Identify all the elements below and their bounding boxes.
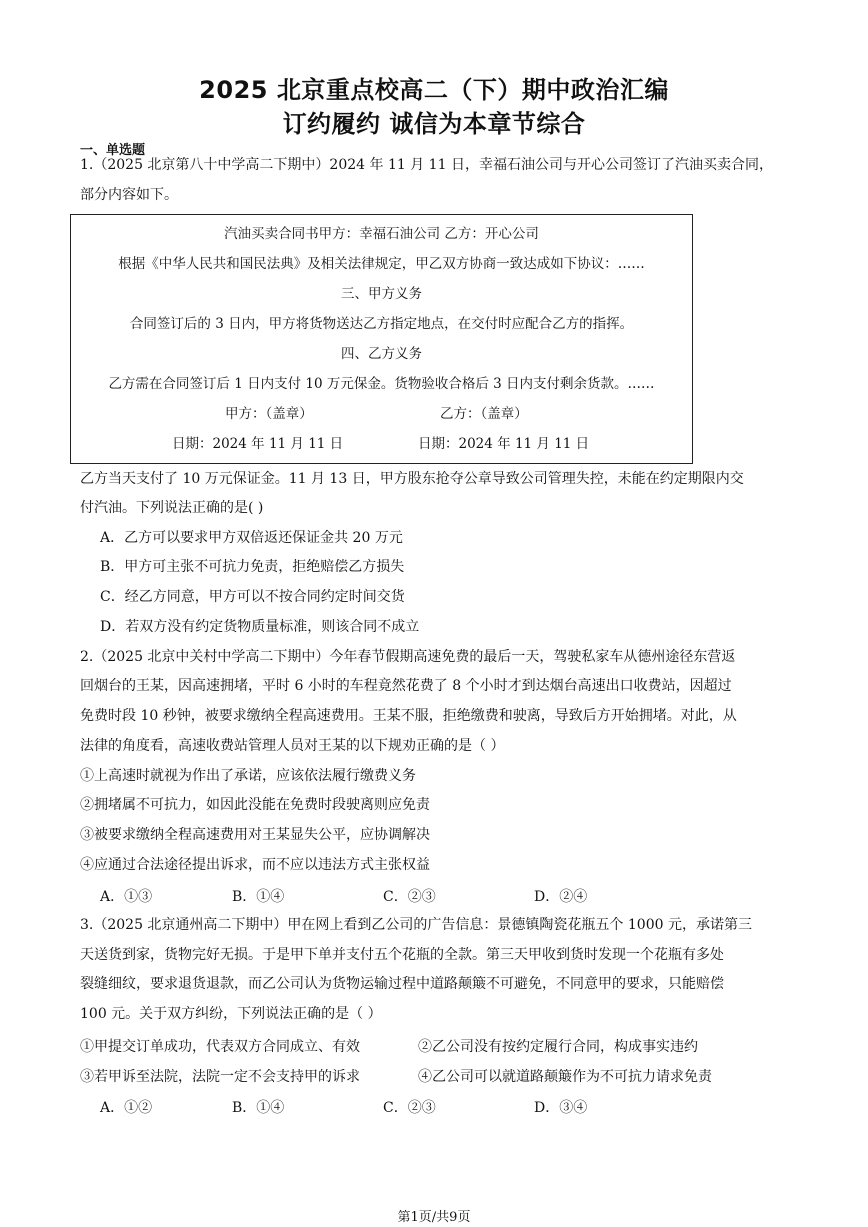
q3-statement: ③若甲诉至法院，法院一定不会支持甲的诉求 [80,1069,360,1085]
q2-statement: ④应通过合法途径提出诉求，而不应以违法方式主张权益 [80,857,430,873]
section-heading: 一、单选题 [80,143,146,158]
q3-statement: ①甲提交订单成功，代表双方合同成立、有效 [80,1039,360,1055]
q2-option-a[interactable]: A．①③ [100,889,153,905]
q3-option-c[interactable]: C．②③ [383,1100,436,1116]
q2-statement: ②拥堵属不可抗力，如因此没能在免费时段驶离则应免责 [80,797,430,813]
q1-option-d[interactable]: D．若双方没有约定货物质量标准，则该合同不成立 [100,619,420,635]
q2-stem-line: 2.（2025 北京中关村中学高二下期中）今年春节假期高速免费的最后一天，驾驶私家车从德州途径东营返 [80,649,736,665]
contract-heading: 汽油买卖合同书甲方：幸福石油公司 乙方：开心公司 [224,226,539,242]
q3-stem-line: 天送货到家，货物完好无损。于是甲下单并支付五个花瓶的全款。第三天甲收到货时发现一个花瓶有多处 [80,947,724,963]
q2-option-b[interactable]: B．①④ [232,889,285,905]
q1-stem-line: 1.（2025 北京第八十中学高二下期中）2024 年 11 月 11 日，幸福石油公司与开心公司签订了汽油买卖合同， [80,157,773,173]
q3-option-b[interactable]: B．①④ [232,1100,285,1116]
party-a-seal: 甲方：（盖章） [225,406,313,422]
q3-statement: ②乙公司没有按约定履行合同，构成事实违约 [418,1039,698,1055]
q2-statement: ③被要求缴纳全程高速费用对王某显失公平，应协调解决 [80,827,430,843]
q3-stem-line: 100 元。关于双方纠纷，下列说法正确的是（ ） [80,1006,382,1022]
q2-stem-line: 法律的角度看，高速收费站管理人员对王某的以下规劝正确的是（ ） [80,738,505,754]
q2-option-d[interactable]: D．②④ [534,889,588,905]
party-b-date: 日期：2024 年 11 月 11 日 [418,436,590,452]
q3-stem-line: 裂缝细纹，要求退货退款，而乙公司认为货物运输过程中道路颠簸不可避免，不同意甲的要求，只能赔偿 [80,976,724,992]
contract-section4-title: 四、乙方义务 [341,346,422,362]
document-subtitle: 订约履约 诚信为本章节综合 [282,110,586,138]
q3-statement: ④乙公司可以就道路颠簸作为不可抗力请求免责 [418,1069,712,1085]
contract-section3-text: 合同签订后的 3 日内，甲方将货物送达乙方指定地点，在交付时应配合乙方的指挥。 [129,316,634,332]
q3-stem-line: 3.（2025 北京通州高二下期中）甲在网上看到乙公司的广告信息：景德镇陶瓷花瓶五个 1000 元，承诺第三 [80,917,752,933]
q3-option-a[interactable]: A．①② [100,1100,153,1116]
q1-option-a[interactable]: A．乙方可以要求甲方双倍返还保证金共 20 万元 [100,530,403,546]
q1-option-b[interactable]: B．甲方可主张不可抗力免责，拒绝赔偿乙方损失 [100,559,405,575]
contract-section3-title: 三、甲方义务 [341,286,422,302]
q2-option-c[interactable]: C．②③ [383,889,436,905]
q2-statement: ①上高速时就视为作出了承诺，应该依法履行缴费义务 [80,768,416,784]
q1-option-c[interactable]: C．经乙方同意，甲方可以不按合同约定时间交货 [100,589,405,605]
q1-after-line: 乙方当天支付了 10 万元保证金。11 月 13 日，甲方股东抢夺公章导致公司管理失控，未能在约定期限内交 [80,471,744,487]
q3-option-d[interactable]: D．③④ [534,1100,588,1116]
party-a-date: 日期：2024 年 11 月 11 日 [172,436,344,452]
contract-section4-text: 乙方需在合同签订后 1 日内支付 10 万元保金。货物验收合格后 3 日内支付剩余货款。…… [108,376,655,392]
page-number: 第1页/共9页 [397,1210,471,1225]
q2-stem-line: 回烟台的王某，因高速拥堵，平时 6 小时的车程竟然花费了 8 个小时才到达烟台高速出口收费站，因超过 [80,678,732,694]
q1-stem-line: 部分内容如下。 [80,187,178,203]
contract-intro: 根据《中华人民共和国民法典》及相关法律规定，甲乙双方协商一致达成如下协议：…… [118,256,645,272]
document-title: 2025 北京重点校高二（下）期中政治汇编 [199,76,669,104]
q1-after-line: 付汽油。下列说法正确的是( ) [80,500,264,516]
q2-stem-line: 免费时段 10 秒钟，被要求缴纳全程高速费用。王某不服，拒绝缴费和驶离，导致后方开始拥堵。对此，从 [80,708,737,724]
party-b-seal: 乙方：（盖章） [440,406,528,422]
